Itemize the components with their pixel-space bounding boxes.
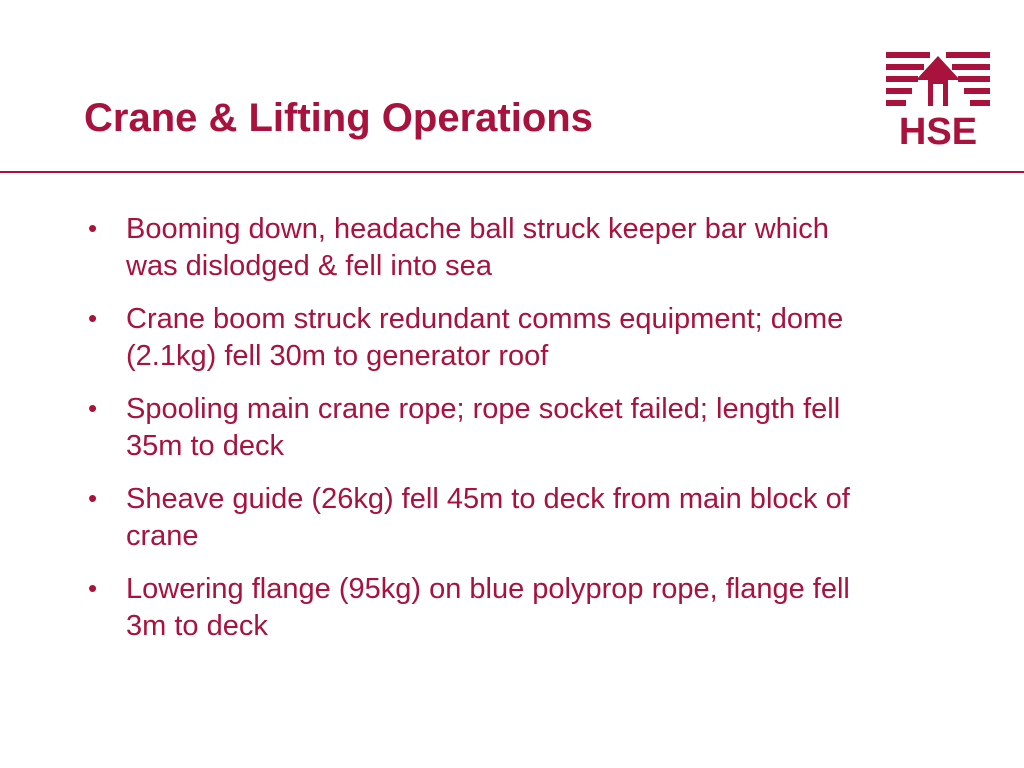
bullet-text: Booming down, headache ball struck keeper bar which was dislodged & fell into sea xyxy=(126,213,829,282)
bullet-icon: • xyxy=(88,303,98,333)
bullet-text: Sheave guide (26kg) fell 45m to deck from main block of crane xyxy=(126,483,850,552)
bullet-text: Lowering flange (95kg) on blue polyprop rope, flange fell 3m to deck xyxy=(126,573,850,642)
bullet-icon: • xyxy=(88,213,98,243)
hse-logo xyxy=(886,50,990,148)
list-item xyxy=(88,571,888,645)
bullet-list xyxy=(88,211,888,661)
bullet-icon: • xyxy=(88,573,98,603)
hse-logo-text: HSE xyxy=(898,111,978,148)
bullet-icon: • xyxy=(88,393,98,423)
list-item xyxy=(88,301,888,375)
bullet-icon: • xyxy=(88,483,98,513)
bullet-text: Spooling main crane rope; rope socket failed; length fell 35m to deck xyxy=(126,393,841,462)
list-item xyxy=(88,211,888,285)
slide-title: Crane & Lifting Operations xyxy=(84,96,593,140)
list-item xyxy=(88,391,888,465)
list-item xyxy=(88,481,888,555)
bullet-text: Crane boom struck redundant comms equipment; dome (2.1kg) fell 30m to generator roof xyxy=(126,303,844,372)
title-divider xyxy=(0,171,1024,173)
